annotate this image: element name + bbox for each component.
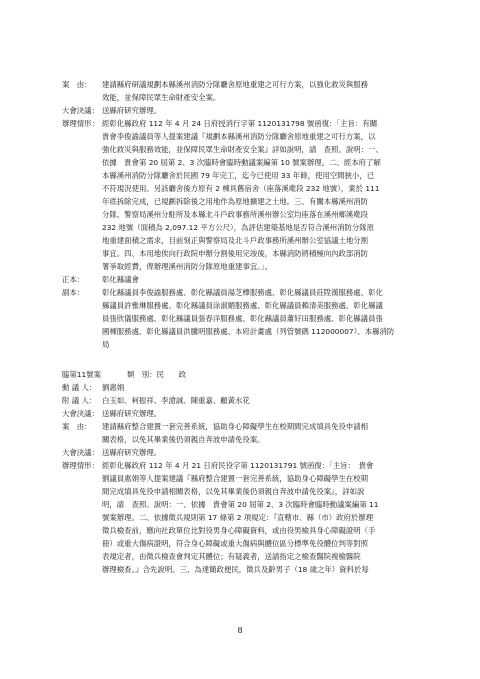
case-label: 案 由： [62, 422, 92, 431]
resolution-label: 大會決議： [62, 106, 99, 115]
copy-label: 副本： [62, 288, 85, 297]
proposer-block [62, 381, 424, 394]
resolution-block-2b [62, 446, 424, 459]
resolution-text: 送縣府研究辦理。 [102, 106, 162, 115]
cosigner-block [62, 394, 424, 407]
main-unit-text: 彰化縣議會 [102, 275, 139, 284]
text-line: 經彰化縣政府 112 年 4 月 24 日府授消行字第 1120131798 號函復：「主旨：有關 [102, 119, 378, 128]
proposer-text: 劉惠娟 [102, 383, 125, 392]
handling-block-1 [62, 117, 424, 273]
text-line: 本縣溪州消防分隊廳舍於民國 79 年完工，迄今已使用 33 年餘，使用空間狹小，已 [102, 171, 375, 180]
text-line: 局 [102, 340, 110, 349]
text-line: 號案辦理。二、依據徵兵規則第 17 條第 2 項規定：『直轄市、縣（市）政府於辦理 [102, 513, 374, 522]
text-line: 年底拆除完成，已規劃拆除後之用地作為原地擴建之土地。三、有關本縣溪州消防 [102, 197, 369, 206]
text-line: 署爭取經費，俾辦理溪州消防分隊原地重建事宜。」。 [102, 262, 272, 271]
category: 類 別：民 政 [126, 370, 187, 379]
handling-label: 辦理情形： [62, 461, 99, 470]
handling-text [102, 459, 420, 576]
handling-block-2 [62, 459, 424, 576]
text-line: 明，請 查照。說明：一、依據 貴會第 20 屆第 2、3 次臨時會臨時動議案編第 11 [102, 500, 379, 509]
resolution-block-1 [62, 104, 424, 117]
cosigner-label: 附 議 人： [62, 396, 97, 405]
text-line: 建請縣府整合建置一套完善系統，協助身心障礙學生在校期間完成填具免役申請相 [102, 422, 369, 431]
resolution-text: 送縣府研究辦理。 [102, 409, 162, 418]
proposer-label: 動 議 人： [62, 383, 97, 392]
resolution-label: 大會決議： [62, 448, 99, 457]
text-line: 劉議員惠娟等人提案建議『縣府整合建置一套完善系統，協助身心障礙學生在校期 [102, 474, 369, 483]
cosigner-text: 白玉如、柯振祥、李滄誠、陳重嘉、顧黃水花 [102, 396, 250, 405]
resolution-label: 大會決議： [62, 409, 99, 418]
main-unit-block [62, 273, 424, 286]
text-line: 232 地號（面積為 2,097.12 平方公尺），為評估建築基地是否符合溪州消防分隊原 [102, 223, 375, 232]
text-line: 不符現況使用。另該廳舍後方原有 2 棟具舊宿舍（座落溪墘段 232 地號），業於 111 [102, 184, 380, 193]
text-line: 表規定者，由徵兵檢查會判定其體位；有疑義者，送請指定之檢查醫院複檢醫院 [102, 552, 361, 561]
case-header [62, 368, 424, 381]
text-line: 間完成填具免役申請相關表格，以免其畢業後仍須親自奔波申請免役案』，詳如說 [102, 487, 365, 496]
case-text [102, 420, 420, 446]
text-line: 效能，並保障民眾生命財產安全案。 [102, 93, 221, 102]
resolution-block-2a [62, 407, 424, 420]
text-line: 辦理檢查。』合先說明。三、為達簡政便民，徵兵及齡男子（18 歲之年）資料於每 [102, 565, 369, 574]
main-unit-label: 正本： [62, 275, 85, 284]
case-label: 案 由： [62, 80, 92, 89]
text-line: 依據 貴會第 20 屆第 2、3 次臨時會臨時動議案編第 10 號案辦理。二、經本府了解 [102, 158, 381, 167]
case-number: 臨第11號案 [62, 370, 101, 379]
text-line: 員張欣儀服務處、彰化縣議員張春洋服務處、彰化縣議員蕭好田服務處、彰化縣議員張 [102, 314, 383, 323]
text-line: 國棟服務處、彰化縣議員洪騰明服務處、本府計畫處（列管號碼 112000007）、本縣消防 [102, 327, 395, 336]
text-line: 經彰化縣政府 112 年 4 月 21 日府民役字第 1120131791 號函復：「主旨： 貴會 [102, 461, 374, 470]
text-line: 地重建面積之需求，目前刻正與警察局及北斗戶政事務所溪州辦公室協議土地分割 [102, 236, 369, 245]
text-line: 冊）或重大傷病證明，符合身心障礙或重大傷病與體位區分標準免役體位判等對照 [102, 539, 369, 548]
text-line: 建請縣府研議規劃本縣溪州消防分隊廳舍原地重建之可行方案，以強化救災與服務 [102, 80, 369, 89]
case-text [102, 78, 420, 104]
handling-text [102, 117, 420, 273]
case-block-2 [62, 420, 424, 446]
text-line: 分隊、警察局溪州分駐所及本縣北斗戶政事務所溪州辦公室均座落在溪州鄉溪墘段 [102, 210, 369, 219]
resolution-text: 送縣府研究辦理。 [102, 448, 162, 457]
page-number: 8 [237, 626, 243, 635]
text-line: 關表格，以免其畢業後仍須親自奔波申請免役案。 [102, 435, 265, 444]
copy-text [102, 286, 420, 351]
copy-block [62, 286, 424, 351]
text-line: 彰化縣議員李俊諭服務處、彰化縣議員湯芝樺服務處、彰化縣議員莊陞漢服務處、彰化 [102, 288, 383, 297]
handling-label: 辦理情形： [62, 119, 99, 128]
text-line: 徵兵檢查前，應向社政單位比對役男身心障礙資料，或由役男檢具身心障礙證明（手 [102, 526, 376, 535]
case-block-1 [62, 78, 424, 104]
text-line: 強化救災與服務效能，並保障民眾生命財產安全案』詳如說明，請 查照。說明：一、 [102, 145, 383, 154]
text-line: 貴會李俊諭議員等人提案建議『規劃本縣溪州消防分隊廳舍原地重建之可行方案，以 [102, 132, 376, 141]
text-line: 事宜。四、本用地俟向行政院申辦分割後用完竣後，本縣消防將積極向內政部消防 [102, 249, 369, 258]
text-line: 縣議員許雅琳服務處、彰化縣議員涂淑媚服務處、彰化縣議員賴清美服務處、彰化縣議 [102, 301, 383, 310]
